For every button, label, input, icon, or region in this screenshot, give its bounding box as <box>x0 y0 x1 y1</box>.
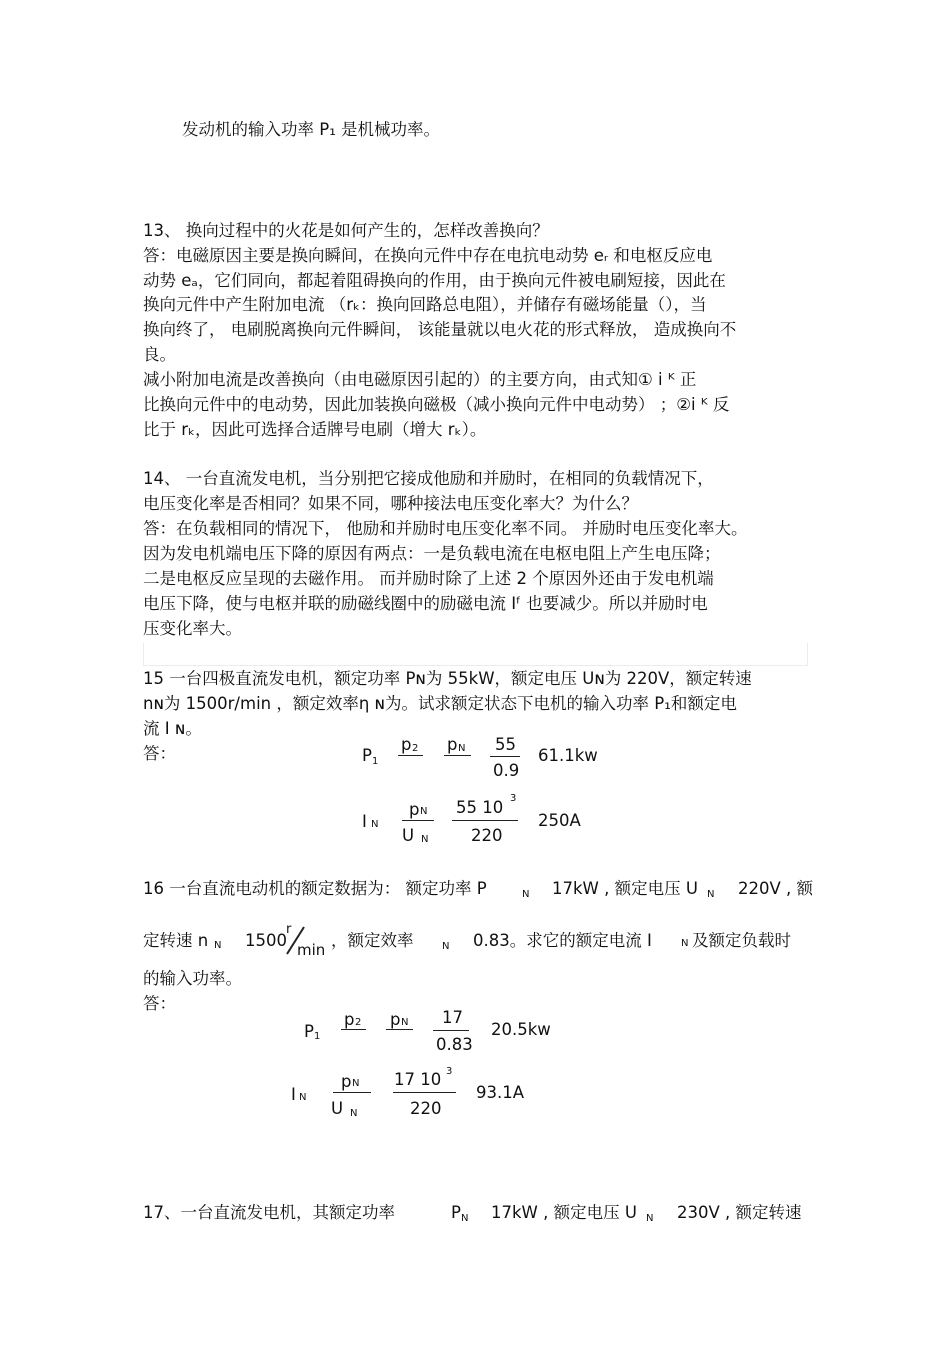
q16-unit-r: r <box>286 922 292 937</box>
formula-term: p <box>409 800 420 819</box>
q13-line: 良。 <box>143 345 176 364</box>
formula-den: 220 <box>471 826 503 845</box>
fraction-bar <box>452 820 518 821</box>
q16-line: 0.83。求它的额定电流 I <box>473 931 652 950</box>
section-divider <box>143 643 808 666</box>
formula-term-sub: N <box>352 1078 360 1089</box>
q13-line: 换向终了， 电刷脱离换向元件瞬间， 该能量就以电火花的形式释放， 造成换向不 <box>143 320 737 339</box>
formula-term: p <box>447 735 458 754</box>
q16-line: 及额定负载时 <box>692 931 791 950</box>
fraction-bar <box>393 1092 456 1093</box>
fraction-bar <box>433 1030 469 1031</box>
q16-sub: N <box>707 889 715 900</box>
q17-term: P <box>451 1203 461 1222</box>
formula-term-sub: N <box>421 834 429 845</box>
formula-term: p <box>341 1072 352 1091</box>
formula-term-sub: 2 <box>412 743 419 754</box>
formula-result: 61.1kw <box>538 746 598 765</box>
q16-sub: N <box>522 889 530 900</box>
formula-num: 17 10 <box>394 1070 442 1089</box>
q15-line: 流 I ɴ。 <box>143 719 202 738</box>
fraction-bar <box>444 755 471 756</box>
q16-sub: N <box>681 938 689 949</box>
formula-term-sub: N <box>420 806 428 817</box>
fraction-bar <box>402 820 434 821</box>
formula-lhs-sub: N <box>371 819 379 830</box>
q15-answer-label: 答： <box>143 744 176 763</box>
formula-den: 220 <box>410 1099 442 1118</box>
q13-title: 13、 换向过程中的火花是如何产生的，怎样改善换向？ <box>143 221 549 240</box>
q14-line: 电压变化率是否相同？如果不同，哪种接法电压变化率大？为什么？ <box>143 494 638 513</box>
q17-line: 17kW , 额定电压 U <box>491 1203 637 1222</box>
fraction-bar <box>386 1029 413 1030</box>
fraction-bar <box>490 756 520 757</box>
formula-term: p <box>344 1010 355 1029</box>
q17-sub: N <box>461 1213 469 1224</box>
formula-term-sub: 2 <box>355 1017 362 1028</box>
formula-lhs-sub: N <box>299 1092 307 1103</box>
q14-line: 二是电枢反应呈现的去磁作用。 而并励时除了上述 2 个原因外还由于发电机端 <box>143 569 714 588</box>
q16-line: 的输入功率。 <box>143 969 242 988</box>
formula-lhs: P <box>362 746 372 765</box>
q16-line: 16 一台直流电动机的额定数据为： 额定功率 P <box>143 879 487 898</box>
q17-line: 230V , 额定转速 <box>677 1203 802 1222</box>
formula-result: 20.5kw <box>491 1020 551 1039</box>
q17-sub: N <box>646 1213 654 1224</box>
formula-result: 93.1A <box>476 1083 525 1102</box>
formula-lhs: I <box>291 1085 296 1104</box>
q14-line: 答：在负载相同的情况下， 他励和并励时电压变化率不同。 并励时电压变化率大。 <box>143 519 748 538</box>
q13-line: 比于 rₖ，因此可选择合适牌号电刷（增大 rₖ）。 <box>143 420 487 439</box>
formula-term-sub: N <box>350 1108 358 1119</box>
q16-sub: N <box>442 941 450 952</box>
formula-term-sub: N <box>401 1017 409 1028</box>
formula-num-sup: 3 <box>446 1066 453 1077</box>
formula-term: U <box>402 826 415 845</box>
formula-den: 0.83 <box>436 1035 473 1054</box>
q17-line: 17、一台直流发电机，其额定功率 <box>143 1203 395 1222</box>
formula-term: p <box>390 1010 401 1029</box>
q16-line: 1500 <box>245 931 287 950</box>
q14-line: 压变化率大。 <box>143 619 242 638</box>
q13-line: 换向元件中产生附加电流 （rₖ：换向回路总电阻），并储存有磁场能量（），当 <box>143 295 707 314</box>
q14-line: 电压下降，使与电枢并联的励磁线圈中的励磁电流 Iᶠ 也要减少。所以并励时电 <box>143 594 708 613</box>
formula-lhs: P <box>304 1022 314 1041</box>
fraction-bar <box>341 1029 366 1030</box>
q13-line: 动势 eₐ，它们同向，都起着阻碍换向的作用，由于换向元件被电刷短接，因此在 <box>143 271 726 290</box>
q13-line: 比换向元件中的电动势，因此加装换向磁极（减小换向元件中电动势） ；②i ᴷ 反 <box>143 395 730 414</box>
intro-line: 发动机的输入功率 P₁ 是机械功率。 <box>182 120 441 139</box>
q16-answer-label: 答： <box>143 994 176 1013</box>
formula-term: U <box>331 1099 344 1118</box>
formula-lhs-sub: 1 <box>372 756 379 767</box>
formula-term: p <box>401 735 412 754</box>
q16-line: ，额定效率 <box>331 931 414 950</box>
formula-num: 17 <box>442 1008 463 1027</box>
formula-num-sup: 3 <box>510 793 517 804</box>
fraction-bar <box>333 1092 371 1093</box>
q13-line: 减小附加电流是改善换向（由电磁原因引起的）的主要方向，由式知① i ᴷ 正 <box>143 370 697 389</box>
q14-title: 14、 一台直流发电机，当分别把它接成他励和并励时，在相同的负载情况下， <box>143 469 714 488</box>
q13-line: 答：电磁原因主要是换向瞬间，在换向元件中存在电抗电动势 eᵣ 和电枢反应电 <box>143 246 713 265</box>
q16-unit-min: min <box>297 941 326 959</box>
fraction-bar <box>398 755 423 756</box>
formula-term-sub: N <box>458 743 466 754</box>
formula-den: 0.9 <box>493 761 520 780</box>
formula-result: 250A <box>538 811 581 830</box>
q16-line: 220V , 额 <box>738 879 814 898</box>
q16-sub: N <box>214 940 222 951</box>
q16-line: 定转速 n <box>143 931 209 950</box>
formula-num: 55 10 <box>456 798 504 817</box>
formula-lhs: I <box>362 812 367 831</box>
q14-line: 因为发电机端电压下降的原因有两点：一是负载电流在电枢电阻上产生电压降； <box>143 544 721 563</box>
formula-num: 55 <box>495 735 516 754</box>
q16-line: 17kW , 额定电压 U <box>552 879 698 898</box>
q15-line: 15 一台四极直流发电机，额定功率 Pɴ为 55kW，额定电压 Uɴ为 220V，额定转速 <box>143 669 752 688</box>
formula-lhs-sub: 1 <box>314 1031 321 1042</box>
q15-line: nɴ为 1500r/min ，额定效率η ɴ为。试求额定状态下电机的输入功率 P₁和额定电 <box>143 694 737 713</box>
